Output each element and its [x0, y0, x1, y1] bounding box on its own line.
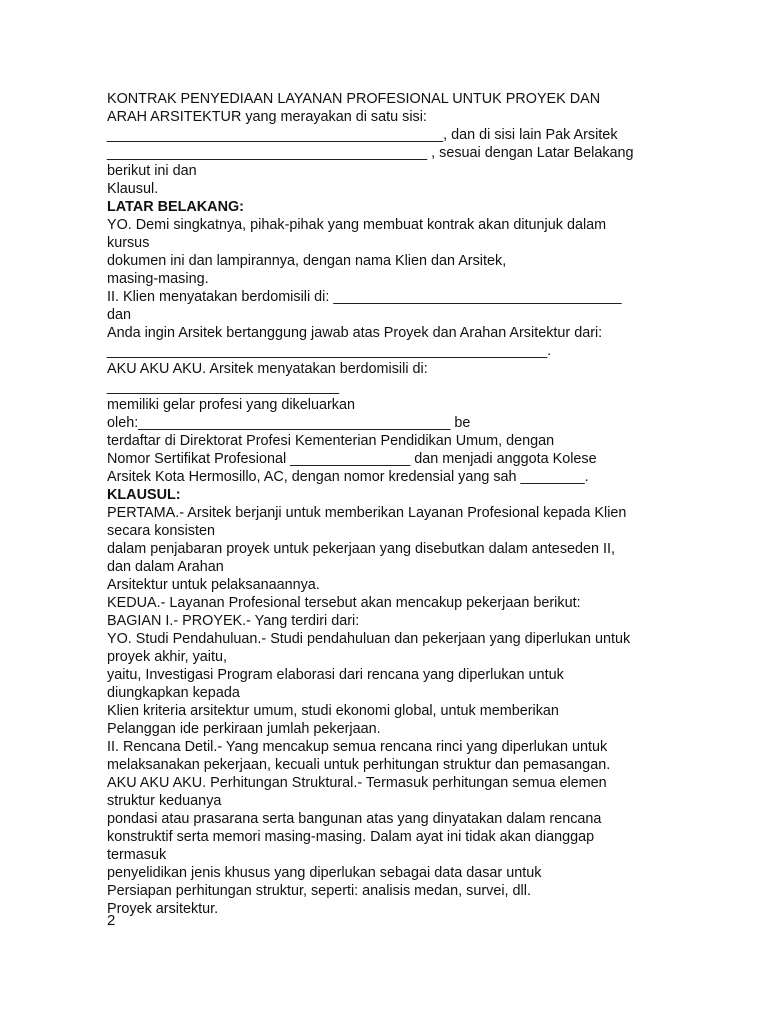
doc-line: yaitu, Investigasi Program elaborasi dari rencana yang diperlukan untuk — [107, 667, 564, 683]
doc-line: oleh:_______________________________________ be — [107, 415, 471, 431]
doc-line: AKU AKU AKU. Perhitungan Struktural.- Termasuk perhitungan semua elemen — [107, 775, 607, 791]
doc-line: termasuk — [107, 847, 167, 863]
doc-line: penyelidikan jenis khusus yang diperlukan sebagai data dasar untuk — [107, 865, 542, 881]
doc-line: Nomor Sertifikat Profesional _______________ dan menjadi anggota Kolese — [107, 451, 597, 467]
doc-line: dalam penjabaran proyek untuk pekerjaan yang disebutkan dalam anteseden II, — [107, 541, 616, 557]
doc-line: memiliki gelar profesi yang dikeluarkan — [107, 397, 355, 413]
doc-line: secara konsisten — [107, 523, 215, 539]
doc-line: dan — [107, 307, 132, 323]
doc-line: AKU AKU AKU. Arsitek menyatakan berdomisili di: — [107, 361, 428, 377]
doc-line: Pelanggan ide perkiraan jumlah pekerjaan. — [107, 721, 381, 737]
doc-line: ARAH ARSITEKTUR yang merayakan di satu sisi: — [107, 109, 427, 125]
page-number: 2 — [107, 912, 116, 929]
doc-line: BAGIAN I.- PROYEK.- Yang terdiri dari: — [107, 613, 360, 629]
doc-line: _____________________________ — [107, 379, 340, 395]
doc-line: melaksanakan pekerjaan, kecuali untuk perhitungan struktur dan pemasangan. — [107, 757, 611, 773]
doc-line: konstruktif serta memori masing-masing. Dalam ayat ini tidak akan dianggap — [107, 829, 595, 845]
doc-line: II. Rencana Detil.- Yang mencakup semua rencana rinci yang diperlukan untuk — [107, 739, 608, 755]
doc-line: berikut ini dan — [107, 163, 197, 179]
doc-line: kursus — [107, 235, 150, 251]
doc-line: ________________________________________ , sesuai dengan Latar Belakang — [107, 145, 634, 161]
document-body — [107, 90, 661, 918]
doc-line: Arsitek Kota Hermosillo, AC, dengan nomor kredensial yang sah ________. — [107, 469, 589, 485]
section-heading-klausul: KLAUSUL: — [107, 487, 181, 503]
doc-line: proyek akhir, yaitu, — [107, 649, 227, 665]
doc-line: diungkapkan kepada — [107, 685, 240, 701]
doc-line: YO. Studi Pendahuluan.- Studi pendahuluan dan pekerjaan yang diperlukan untuk — [107, 631, 631, 647]
doc-line: II. Klien menyatakan berdomisili di: ____________________________________ — [107, 289, 622, 305]
doc-line: terdaftar di Direktorat Profesi Kementerian Pendidikan Umum, dengan — [107, 433, 555, 449]
doc-line: _______________________________________________________. — [107, 343, 552, 359]
doc-line: Arsitektur untuk pelaksanaannya. — [107, 577, 320, 593]
section-heading-latar-belakang: LATAR BELAKANG: — [107, 199, 244, 215]
doc-line: Persiapan perhitungan struktur, seperti: analisis medan, survei, dll. — [107, 883, 531, 899]
doc-line: KONTRAK PENYEDIAAN LAYANAN PROFESIONAL UNTUK PROYEK DAN — [107, 91, 601, 107]
doc-line: YO. Demi singkatnya, pihak-pihak yang membuat kontrak akan ditunjuk dalam — [107, 217, 607, 233]
doc-line: Proyek arsitektur. — [107, 901, 219, 917]
doc-line: __________________________________________, dan di sisi lain Pak Arsitek — [107, 127, 618, 143]
doc-line: pondasi atau prasarana serta bangunan atas yang dinyatakan dalam rencana — [107, 811, 602, 827]
doc-line: dokumen ini dan lampirannya, dengan nama Klien dan Arsitek, — [107, 253, 507, 269]
doc-line: PERTAMA.- Arsitek berjanji untuk memberikan Layanan Profesional kepada Klien — [107, 505, 627, 521]
doc-line: KEDUA.- Layanan Profesional tersebut akan mencakup pekerjaan berikut: — [107, 595, 581, 611]
doc-line: dan dalam Arahan — [107, 559, 224, 575]
doc-line: Klien kriteria arsitektur umum, studi ekonomi global, untuk memberikan — [107, 703, 559, 719]
doc-line: Anda ingin Arsitek bertanggung jawab atas Proyek dan Arahan Arsitektur dari: — [107, 325, 603, 341]
doc-line: Klausul. — [107, 181, 159, 197]
doc-line: struktur keduanya — [107, 793, 222, 809]
doc-line: masing-masing. — [107, 271, 209, 287]
